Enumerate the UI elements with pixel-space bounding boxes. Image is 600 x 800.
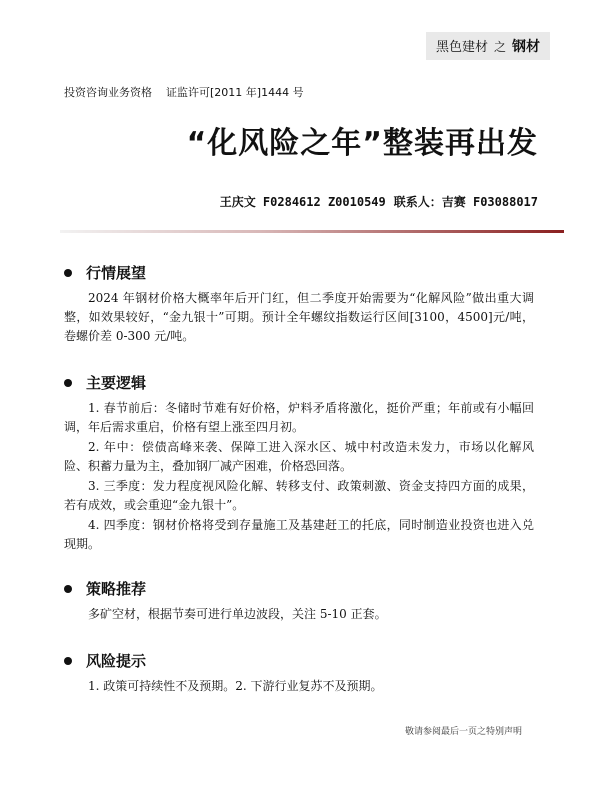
section-heading [64,650,534,671]
section-paragraph: 多矿空材，根据节奏可进行单边波段，关注 5-10 正套。 [88,607,387,621]
section-heading-text: 行情展望 [86,264,147,282]
section-logic [64,372,534,554]
section-strategy [64,578,534,624]
bullet-icon [64,379,72,387]
report-title: “化风险之年”整装再出发 [186,126,538,161]
license-line [64,84,304,100]
tag-subject: 钢材 [512,39,540,55]
tag-category: 黑色建材 [435,40,488,55]
license-label: 投资咨询业务资格 [64,86,152,99]
disclaimer-note: 敬请参阅最后一页之特别声明 [404,727,522,737]
section-heading [64,372,534,393]
section-paragraph: 1. 政策可持续性不及预期。2. 下游行业复苏不及预期。 [88,679,383,693]
header-divider [60,230,564,233]
section-paragraph: 2024 年钢材价格大概率年后开门红，但二季度开始需要为“化解风险”做出重大调整，如效果较好，“金九银十”可期。预计全年螺纹指数运行区间[3100，4500]元/吨，卷螺价差 0-300 元/吨。 [64,291,534,343]
contact-info: 联系人：吉赛 F03088017 [393,195,538,209]
section-heading [64,262,534,283]
report-category-tag [426,32,550,60]
section-outlook [64,262,534,346]
tag-connector: 之 [493,40,506,54]
bullet-icon [64,585,72,593]
section-heading-text: 策略推荐 [86,580,147,598]
section-paragraph: 4. 四季度：钢材价格将受到存量施工及基建赶工的托底，同时制造业投资也进入兑现期。 [64,518,534,551]
license-number: 证监许可[2011 年]1444 号 [166,86,304,99]
analyst-info: 王庆文 F0284612 Z0010549 [219,195,386,209]
author-line [220,193,538,210]
section-heading-text: 主要逻辑 [86,374,147,392]
section-paragraph: 3. 三季度：发力程度视风险化解、转移支付、政策刺激、资金支持四方面的成果，若有成效，或会重迎“金九银十”。 [64,479,534,512]
bullet-icon [64,657,72,665]
section-heading-text: 风险提示 [86,652,147,670]
bullet-icon [64,269,72,277]
section-paragraph: 1. 春节前后：冬储时节难有好价格，炉料矛盾将激化，挺价严重；年前或有小幅回调，年后需求重启，价格有望上涨至四月初。 [64,401,534,434]
section-risk [64,650,534,696]
section-heading [64,578,534,599]
section-paragraph: 2. 年中：偿债高峰来袭、保障工进入深水区、城中村改造未发力，市场以化解风险、积蓄力量为主，叠加钢厂减产困难，价格恐回落。 [64,440,534,473]
